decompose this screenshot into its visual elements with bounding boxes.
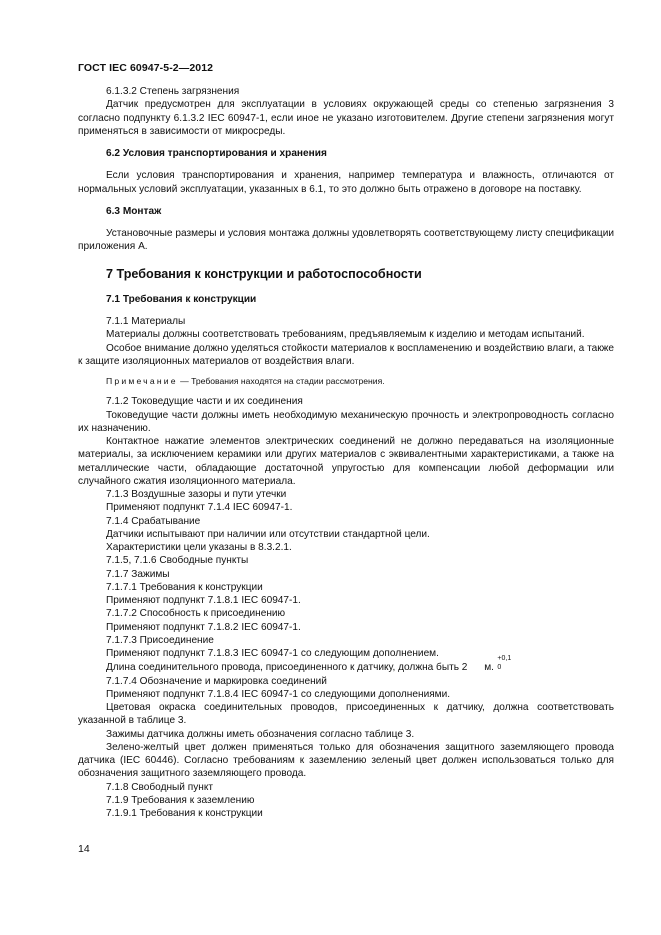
clause-7-1-2-heading: 7.1.2 Токоведущие части и их соединения	[106, 396, 303, 408]
clause-7-1-7-1-heading: 7.1.7.1 Требования к конструкции	[106, 581, 263, 593]
clause-7-1-1-text-1: Материалы должны соответствовать требованиям, предъявляемым к изделию и методам испытаний.	[106, 329, 585, 341]
clause-7-1-7-2-heading: 7.1.7.2 Способность к присоединению	[106, 608, 286, 620]
tolerance-lower: 0	[497, 664, 502, 672]
chapter-7-heading: 7 Требования к конструкции и работоспособности	[106, 266, 422, 281]
clause-7-1-3-text: Применяют подпункт 7.1.4 IEC 60947-1.	[106, 502, 293, 514]
clause-7-1-4-text-1: Датчики испытывают при наличии или отсутствии стандартной цели.	[106, 528, 430, 540]
clause-6-1-3-2-heading: 6.1.3.2 Степень загрязнения	[106, 86, 240, 97]
tolerance-upper: +0,1	[497, 655, 512, 663]
clause-7-1-1-text-2: Особое внимание должно уделяться стойкости материалов к воспламенению и воздействию влаги, а также к защите изоляционных материалов от воздействия влаги.	[78, 342, 614, 367]
clause-7-1-5-heading: 7.1.5, 7.1.6 Свободные пункты	[106, 555, 249, 567]
clause-7-1-7-3-text-2	[78, 655, 614, 674]
note-label: Примечание	[106, 376, 178, 386]
section-6-3-text: Установочные размеры и условия монтажа должны удовлетворять соответствующему листу спецификации приложения А.	[78, 228, 614, 253]
clause-7-1-7-4-heading: 7.1.7.4 Обозначение и маркировка соединений	[106, 675, 327, 687]
clause-7-1-9-1-heading: 7.1.9.1 Требования к конструкции	[106, 808, 263, 819]
clause-7-1-7-4-text-3: Зажимы датчика должны иметь обозначения согласно таблице 3.	[106, 728, 415, 740]
section-6-2-heading: 6.2 Условия транспортирования и хранения	[106, 148, 327, 159]
clause-7-1-1-heading: 7.1.1 Материалы	[106, 316, 186, 327]
clause-7-1-9-heading: 7.1.9 Требования к заземлению	[106, 794, 255, 806]
wire-length-text: Длина соединительного провода, присоединенного к датчику, должна быть 2	[106, 662, 468, 674]
clause-7-1-2-text-1: Токоведущие части должны иметь необходимую механическую прочность и электропроводность согласно их назначению.	[78, 409, 614, 434]
document-body	[78, 85, 614, 820]
clause-7-1-4-text-2: Характеристики цели указаны в 8.3.2.1.	[106, 542, 292, 553]
clause-7-1-4-heading: 7.1.4 Срабатывание	[106, 515, 201, 527]
standard-header: ГОСТ IEC 60947-5-2—2012	[78, 62, 214, 74]
clause-7-1-7-1-text: Применяют подпункт 7.1.8.1 IEC 60947-1.	[106, 595, 301, 606]
section-7-1-heading: 7.1 Требования к конструкции	[106, 293, 257, 305]
wire-length-unit: м.	[481, 662, 494, 674]
section-6-2-text: Если условия транспортирования и хранения, например температура и влажность, отличаются от нормальных условий эксплуатации, указанных в 6.1, то это должно быть отражено в договоре на поставку.	[78, 170, 614, 195]
page-number: 14	[78, 843, 90, 855]
clause-7-1-3-heading: 7.1.3 Воздушные зазоры и пути утечки	[106, 489, 287, 500]
clause-7-1-7-4-text-1: Применяют подпункт 7.1.8.4 IEC 60947-1 со следующими дополнениями.	[106, 688, 451, 700]
tolerance	[467, 655, 512, 672]
note	[78, 375, 614, 388]
clause-7-1-7-2-text: Применяют подпункт 7.1.8.2 IEC 60947-1.	[106, 621, 301, 633]
clause-7-1-7-4-text-4: Зелено-желтый цвет должен применяться только для обозначения защитного заземляющего провода датчика (IEC 60446). Согласно требованиям к заземлению зеленый цвет должен использоваться только для обозначения защитного заземляющего провода.	[78, 741, 614, 780]
clause-7-1-7-heading: 7.1.7 Зажимы	[106, 568, 170, 580]
section-6-3-heading: 6.3 Монтаж	[106, 205, 162, 217]
clause-7-1-7-4-text-2: Цветовая окраска соединительных проводов, присоединенных к датчику, должна соответствовать указанной в таблице 3.	[78, 702, 614, 727]
clause-7-1-7-3-text-1: Применяют подпункт 7.1.8.3 IEC 60947-1 со следующим дополнением.	[106, 648, 439, 659]
clause-7-1-7-3-heading: 7.1.7.3 Присоединение	[106, 634, 214, 646]
clause-7-1-8-heading: 7.1.8 Свободный пункт	[106, 781, 213, 793]
note-text: — Требования находятся на стадии рассмотрения.	[177, 376, 385, 386]
clause-7-1-2-text-2: Контактное нажатие элементов электрических соединений не должно передаваться на изоляционные материалы, за исключением керамики или других материалов с эквивалентными характеристиками, а также на металлические части, обладающие достаточной упругостью для компенсации любой деформации или случайного сжатия изоляционного материала.	[78, 436, 614, 487]
clause-6-1-3-2-text: Датчик предусмотрен для эксплуатации в условиях окружающей среды со степенью загрязнения 3 согласно подпункту 6.1.3.2 IEC 60947-1, если иное не указано изготовителем. Другие степени загрязнения могут применяться в зависимости от микросреды.	[78, 99, 614, 137]
